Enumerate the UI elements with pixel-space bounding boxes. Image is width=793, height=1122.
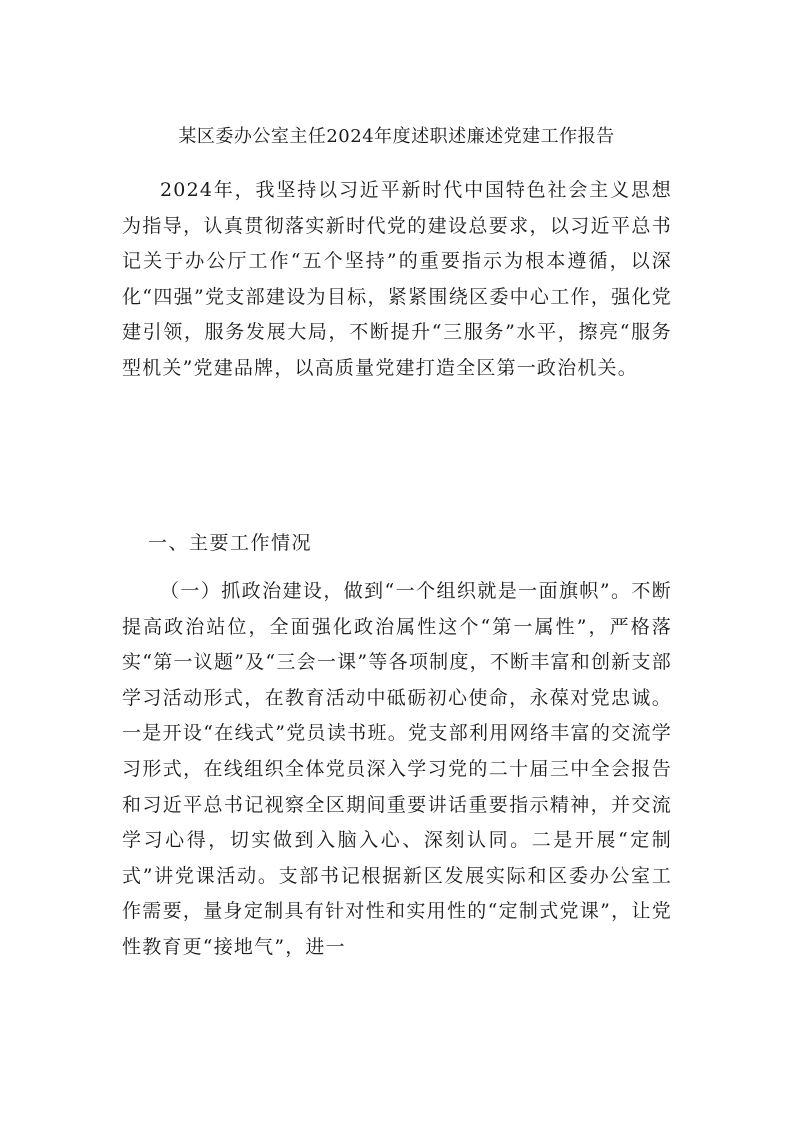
document-title: 某区委办公室主任2024年度述职述廉述党建工作报告: [178, 126, 615, 147]
section-paragraph: （一）抓政治建设，做到“一个组织就是一面旗帜”。不断提高政治站位，全面强化政治属性这个“第一属性”，严格落实“第一议题”及“三会一课”等各项制度，不断丰富和创新支部学习活动形式，在教育活动中砥砺初心使命，永葆对党忠诚。一是开设“在线式”党员读书班。党支部利用网络丰富的交流学习形式，在线组织全体党员深入学习党的二十届三中全会报告和习近平总书记视察全区期间重要讲话重要指示精神，并交流学习心得，切实做到入脑入心、深刻认同。二是开展“定制式”讲党课活动。支部书记根据新区发展实际和区委办公室工作需要，量身定制具有针对性和实用性的“定制式党课”，让党性教育更“接地气”，进一: [122, 580, 672, 958]
intro-paragraph: 2024年，我坚持以习近平新时代中国特色社会主义思想为指导，认真贯彻落实新时代党的建设总要求，以习近平总书记关于办公厅工作“五个坚持”的重要指示为根本遵循，以深化“四强”党支部建设为目标，紧紧围绕区委中心工作，强化党建引领，服务发展大局，不断提升“三服务”水平，擦亮“服务型机关”党建品牌，以高质量党建打造全区第一政治机关。: [122, 179, 672, 379]
section-heading: 一、主要工作情况: [148, 532, 313, 554]
